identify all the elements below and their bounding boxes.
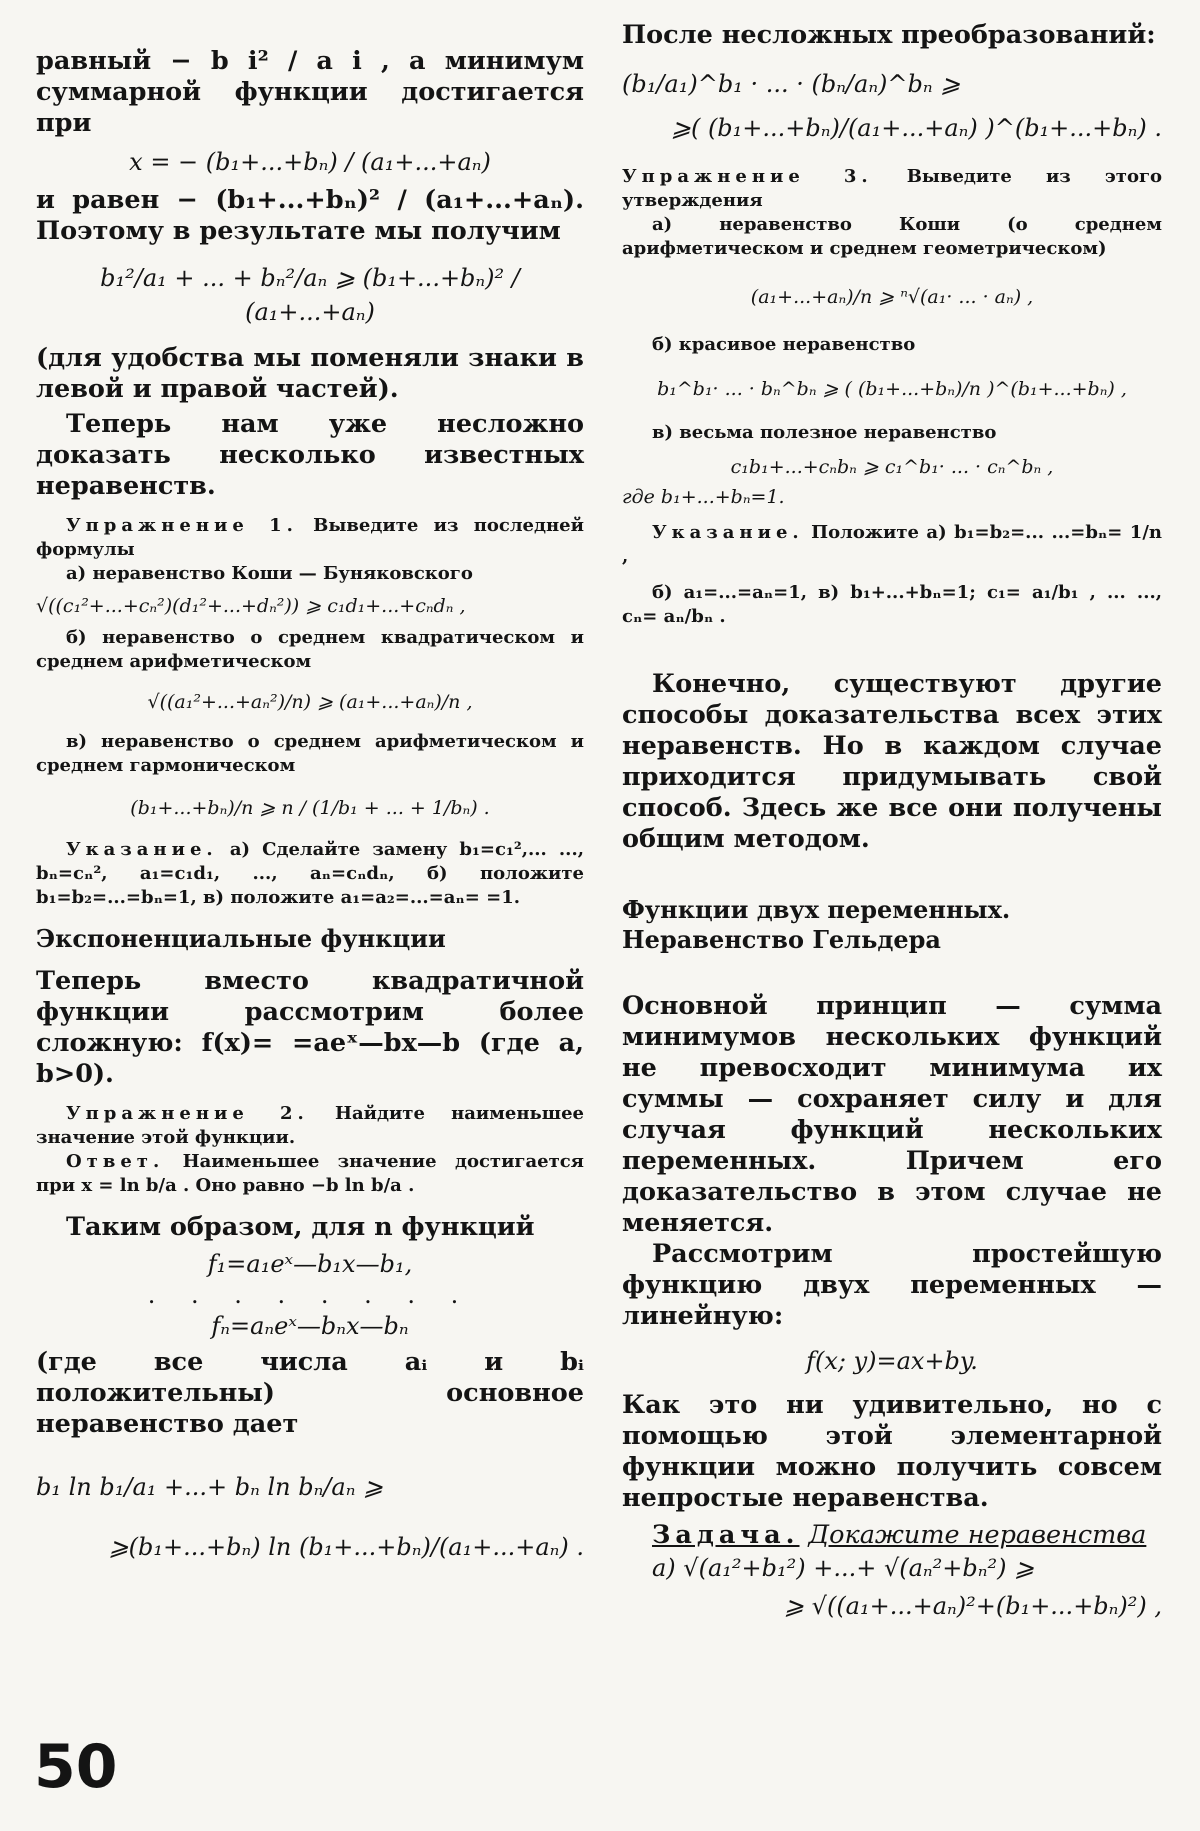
- left-p7: (где все числа aᵢ и bᵢ положительны) основное неравенство дает: [36, 1347, 584, 1439]
- exercise-1a: а) неравенство Коши — Буняковского: [66, 563, 473, 584]
- left-p6: Таким образом, для n функций: [66, 1212, 535, 1242]
- hint-3: [622, 521, 1162, 569]
- left-p4: Теперь нам уже несложно доказать несколько известных неравенств.: [36, 409, 584, 501]
- right-column: [622, 20, 1162, 1627]
- answer-2-text: Наименьшее значение достигается при x = ln b/a . Оно равно −b ln b/a .: [36, 1151, 584, 1196]
- formula-log-sum: b₁ ln b₁/a₁ +...+ bₙ ln bₙ/aₙ ⩾: [36, 1473, 384, 1501]
- exercise-2-label: Упражнение 2.: [66, 1103, 309, 1124]
- exercise-3-text: Выведите из этого утверждения: [622, 166, 1162, 211]
- exercise-1b: б) неравенство о среднем квадратическом и среднем арифметическом: [36, 627, 584, 672]
- formula-am-gm: (a₁+...+aₙ)/n ⩾ ⁿ√(a₁· ... · aₙ) ,: [750, 286, 1034, 308]
- formula-f1: f₁=a₁eˣ—b₁x—b₁,: [207, 1250, 413, 1278]
- exercise-3c: в) весьма полезное неравенство: [652, 422, 997, 443]
- formula-beautiful: b₁^b₁· ... · bₙ^bₙ ⩾ ( (b₁+...+bₙ)/n )^(b₁+...+bₙ) ,: [657, 378, 1127, 400]
- left-intro: [36, 46, 584, 139]
- formula-dots: . . . . . . . .: [147, 1281, 473, 1309]
- right-p2: Конечно, существуют другие способы доказательства всех этих неравенств. Но в каждом случае приходится придумывать свой способ. Здесь же все они получены общим методом.: [622, 669, 1162, 854]
- left-p5: Теперь вместо квадратичной функции рассмотрим более сложную: f(x)= =aeˣ—bx—b (где a, b>0).: [36, 966, 584, 1089]
- formula-useful: c₁b₁+...+cₙbₙ ⩾ c₁^b₁· ... · cₙ^bₙ ,: [730, 456, 1054, 478]
- formula-linear: f(x; y)=ax+by.: [806, 1347, 978, 1375]
- page-number: 50: [34, 1732, 118, 1802]
- hint-3-text: Положите а) b₁=b₂=... ...=bₙ= 1/n ,: [622, 522, 1162, 567]
- heading-two-variables: Функции двух переменных. Неравенство Гельдера: [622, 895, 1011, 954]
- left-p2: и равен − (b₁+...+bₙ)² / (a₁+...+aₙ). Поэтому в результате мы получим: [36, 185, 584, 246]
- left-column: [36, 20, 584, 1570]
- exercise-3b: б) красивое неравенство: [652, 334, 916, 355]
- hint-1-text: а) Сделайте замену b₁=c₁²,... ..., bₙ=cₙ², a₁=c₁d₁, ..., aₙ=cₙdₙ, б) положите b₁=b₂=...=bₙ=1, в) положите a₁=a₂=...=aₙ= =1.: [36, 839, 584, 908]
- formula-task-a: а) √(a₁²+b₁²) +...+ √(aₙ²+bₙ²) ⩾: [652, 1554, 1035, 1582]
- answer-2-label: Ответ.: [66, 1151, 165, 1172]
- exercise-1-label: Упражнение 1.: [66, 515, 298, 536]
- formula-am-hm: (b₁+...+bₙ)/n ⩾ n / (1/b₁ + ... + 1/bₙ) .: [130, 797, 490, 819]
- right-p3: Основной принцип — сумма минимумов нескольких функций не превосходит минимума их суммы — сохраняет силу и для случая функций нескольких переменных. Причем его доказательство в этом случае не меняется.: [622, 991, 1162, 1238]
- exercise-3: [622, 165, 1162, 213]
- formula-power-product: (b₁/a₁)^b₁ · ... · (bₙ/aₙ)^bₙ ⩾: [622, 70, 961, 98]
- exercise-2: [36, 1102, 584, 1150]
- heading-exponential: Экспоненциальные функции: [36, 924, 446, 953]
- exercise-1c: в) неравенство о среднем арифметическом и среднем гармоническом: [36, 731, 584, 776]
- formula-main-inequality: b₁²/a₁ + ... + bₙ²/aₙ ⩾ (b₁+...+bₙ)² / (a₁+...+aₙ): [100, 264, 520, 326]
- hint-1: [36, 838, 584, 910]
- formula-x-min: x = − (b₁+...+bₙ) / (a₁+...+aₙ): [129, 148, 491, 176]
- formula-qm-am: √((a₁²+...+aₙ²)/n) ⩾ (a₁+...+aₙ)/n ,: [147, 691, 473, 713]
- formula-power-product-rhs: ⩾( (b₁+...+bₙ)/(a₁+...+aₙ) )^(b₁+...+bₙ) .: [670, 114, 1162, 142]
- formula-task-a-rhs: ⩾ √((a₁+...+aₙ)²+(b₁+...+bₙ)²) ,: [783, 1592, 1162, 1620]
- exercise-3-label: Упражнение 3.: [622, 166, 873, 187]
- formula-log-sum-rhs: ⩾(b₁+...+bₙ) ln (b₁+...+bₙ)/(a₁+...+aₙ) .: [108, 1533, 584, 1561]
- hint-3b: б) a₁=...=aₙ=1, в) b₁+...+bₙ=1; c₁= a₁/b₁ , ... ..., cₙ= aₙ/bₙ .: [622, 582, 1162, 627]
- task-label: Задача.: [652, 1520, 800, 1550]
- left-p3: (для удобства мы поменяли знаки в левой и правой частей).: [36, 343, 584, 404]
- exercise-1-text: Выведите из последней формулы: [36, 515, 584, 560]
- formula-useful-where: где b₁+...+bₙ=1.: [622, 486, 785, 508]
- exercise-3a: а) неравенство Коши (о среднем арифметическом и среднем геометрическом): [622, 214, 1162, 259]
- task-text: Докажите неравенства: [808, 1520, 1147, 1550]
- right-p5: Как это ни удивительно, но с помощью этой элементарной функции можно получить совсем непростые неравенства.: [622, 1390, 1162, 1513]
- right-p1: После несложных преобразований:: [622, 20, 1156, 50]
- task: [622, 1520, 1162, 1551]
- formula-cauchy-bunyakovsky: √((c₁²+...+cₙ²)(d₁²+...+dₙ²)) ⩾ c₁d₁+...+cₙdₙ ,: [36, 595, 466, 617]
- formula-fn: fₙ=aₙeˣ—bₙx—bₙ: [211, 1312, 409, 1340]
- exercise-1: [36, 514, 584, 562]
- left-intro-text: равный − b i² / a i , а минимум суммарной функции достигается при: [36, 46, 584, 138]
- exercise-2-text: Найдите наименьшее значение этой функции.: [36, 1103, 584, 1148]
- hint-1-label: Указание.: [66, 839, 218, 860]
- answer-2: [36, 1150, 584, 1198]
- hint-3-label: Указание.: [652, 522, 804, 543]
- right-p4: Рассмотрим простейшую функцию двух переменных — линейную:: [622, 1239, 1162, 1331]
